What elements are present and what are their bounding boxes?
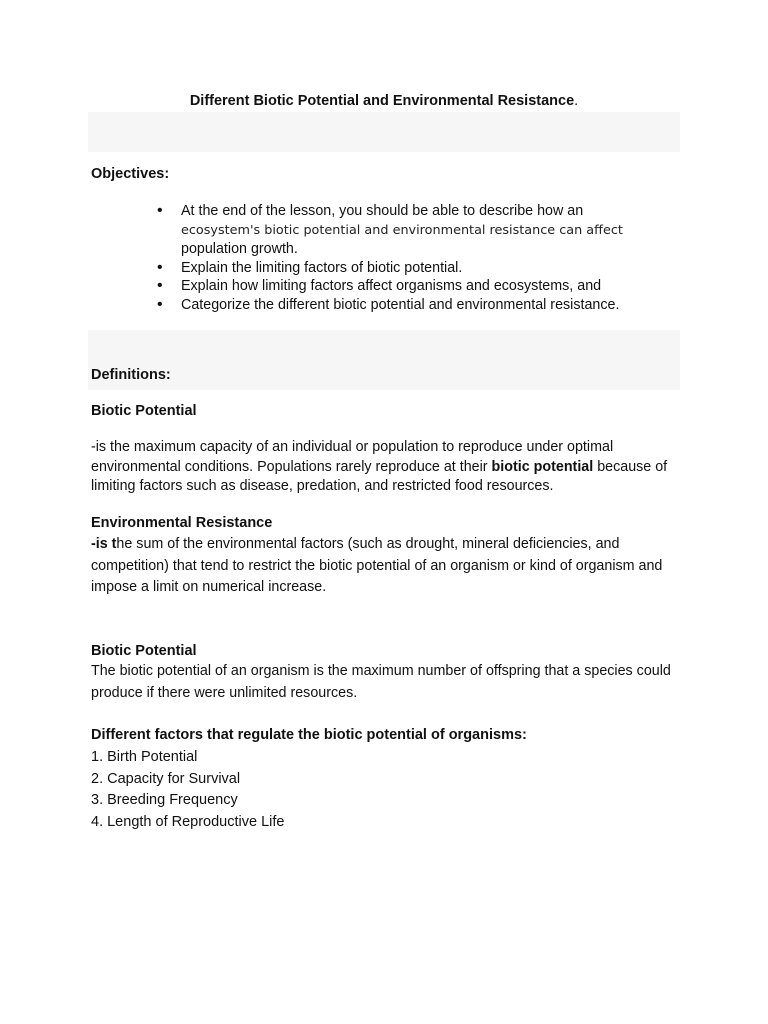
factors-list (91, 747, 284, 833)
definition-bold: biotic potential (491, 458, 594, 475)
definition-text: he sum of the environmental factors (such as drought, mineral deficiencies, and competition) that tend to restrict the biotic potential of an organism or kind of organism and impose a limit on numerical increase. (91, 536, 663, 595)
definition-text: because of limiting factors such as disease, predation, and restricted food resources. (91, 458, 668, 494)
list-item: 4. Length of Reproductive Life (91, 813, 285, 830)
list-item: • Categorize the different biotic potential and environmental resistance. (155, 296, 655, 315)
list-item: • Explain how limiting factors affect organisms and ecosystems, and (155, 277, 655, 296)
definitions-heading: Definitions: (91, 367, 171, 383)
environmental-resistance-heading: Environmental Resistance (91, 515, 273, 531)
objective-line: ecosystem's biotic potential and environmental resistance can affect (181, 222, 623, 238)
biotic-potential-section-heading: Biotic Potential (91, 643, 197, 659)
document-title-period: . (574, 93, 579, 109)
definition-text: -is the maximum capacity of an individual or population to reproduce under optimal environmental conditions. Populations rarely reproduce at their (91, 439, 614, 475)
list-item: 1. Birth Potential (91, 749, 198, 765)
biotic-potential-section-text: The biotic potential of an organism is the maximum number of offspring that a species could produce if there were unlimited resources. (91, 663, 671, 701)
biotic-potential-heading: Biotic Potential (91, 403, 197, 419)
document-title (0, 93, 768, 109)
background-shade (88, 330, 680, 390)
document-title-text: Different Biotic Potential and Environmental Resistance (189, 93, 575, 109)
objective-line: At the end of the lesson, you should be able to describe how an (181, 203, 584, 219)
biotic-potential-definition (91, 438, 691, 497)
environmental-resistance-definition (91, 534, 691, 599)
list-item: 3. Breeding Frequency (91, 792, 238, 808)
list-item: 2. Capacity for Survival (91, 770, 241, 787)
factors-heading: Different factors that regulate the biotic potential of organisms: (91, 727, 527, 743)
background-shade (88, 112, 680, 152)
objectives-heading: Objectives: (91, 166, 170, 182)
objectives-list (155, 202, 655, 314)
objective-line: population growth. (181, 241, 298, 257)
list-item: • Explain the limiting factors of biotic potential. (155, 259, 655, 278)
definition-bold: -is t (91, 536, 117, 552)
list-item (155, 202, 655, 259)
